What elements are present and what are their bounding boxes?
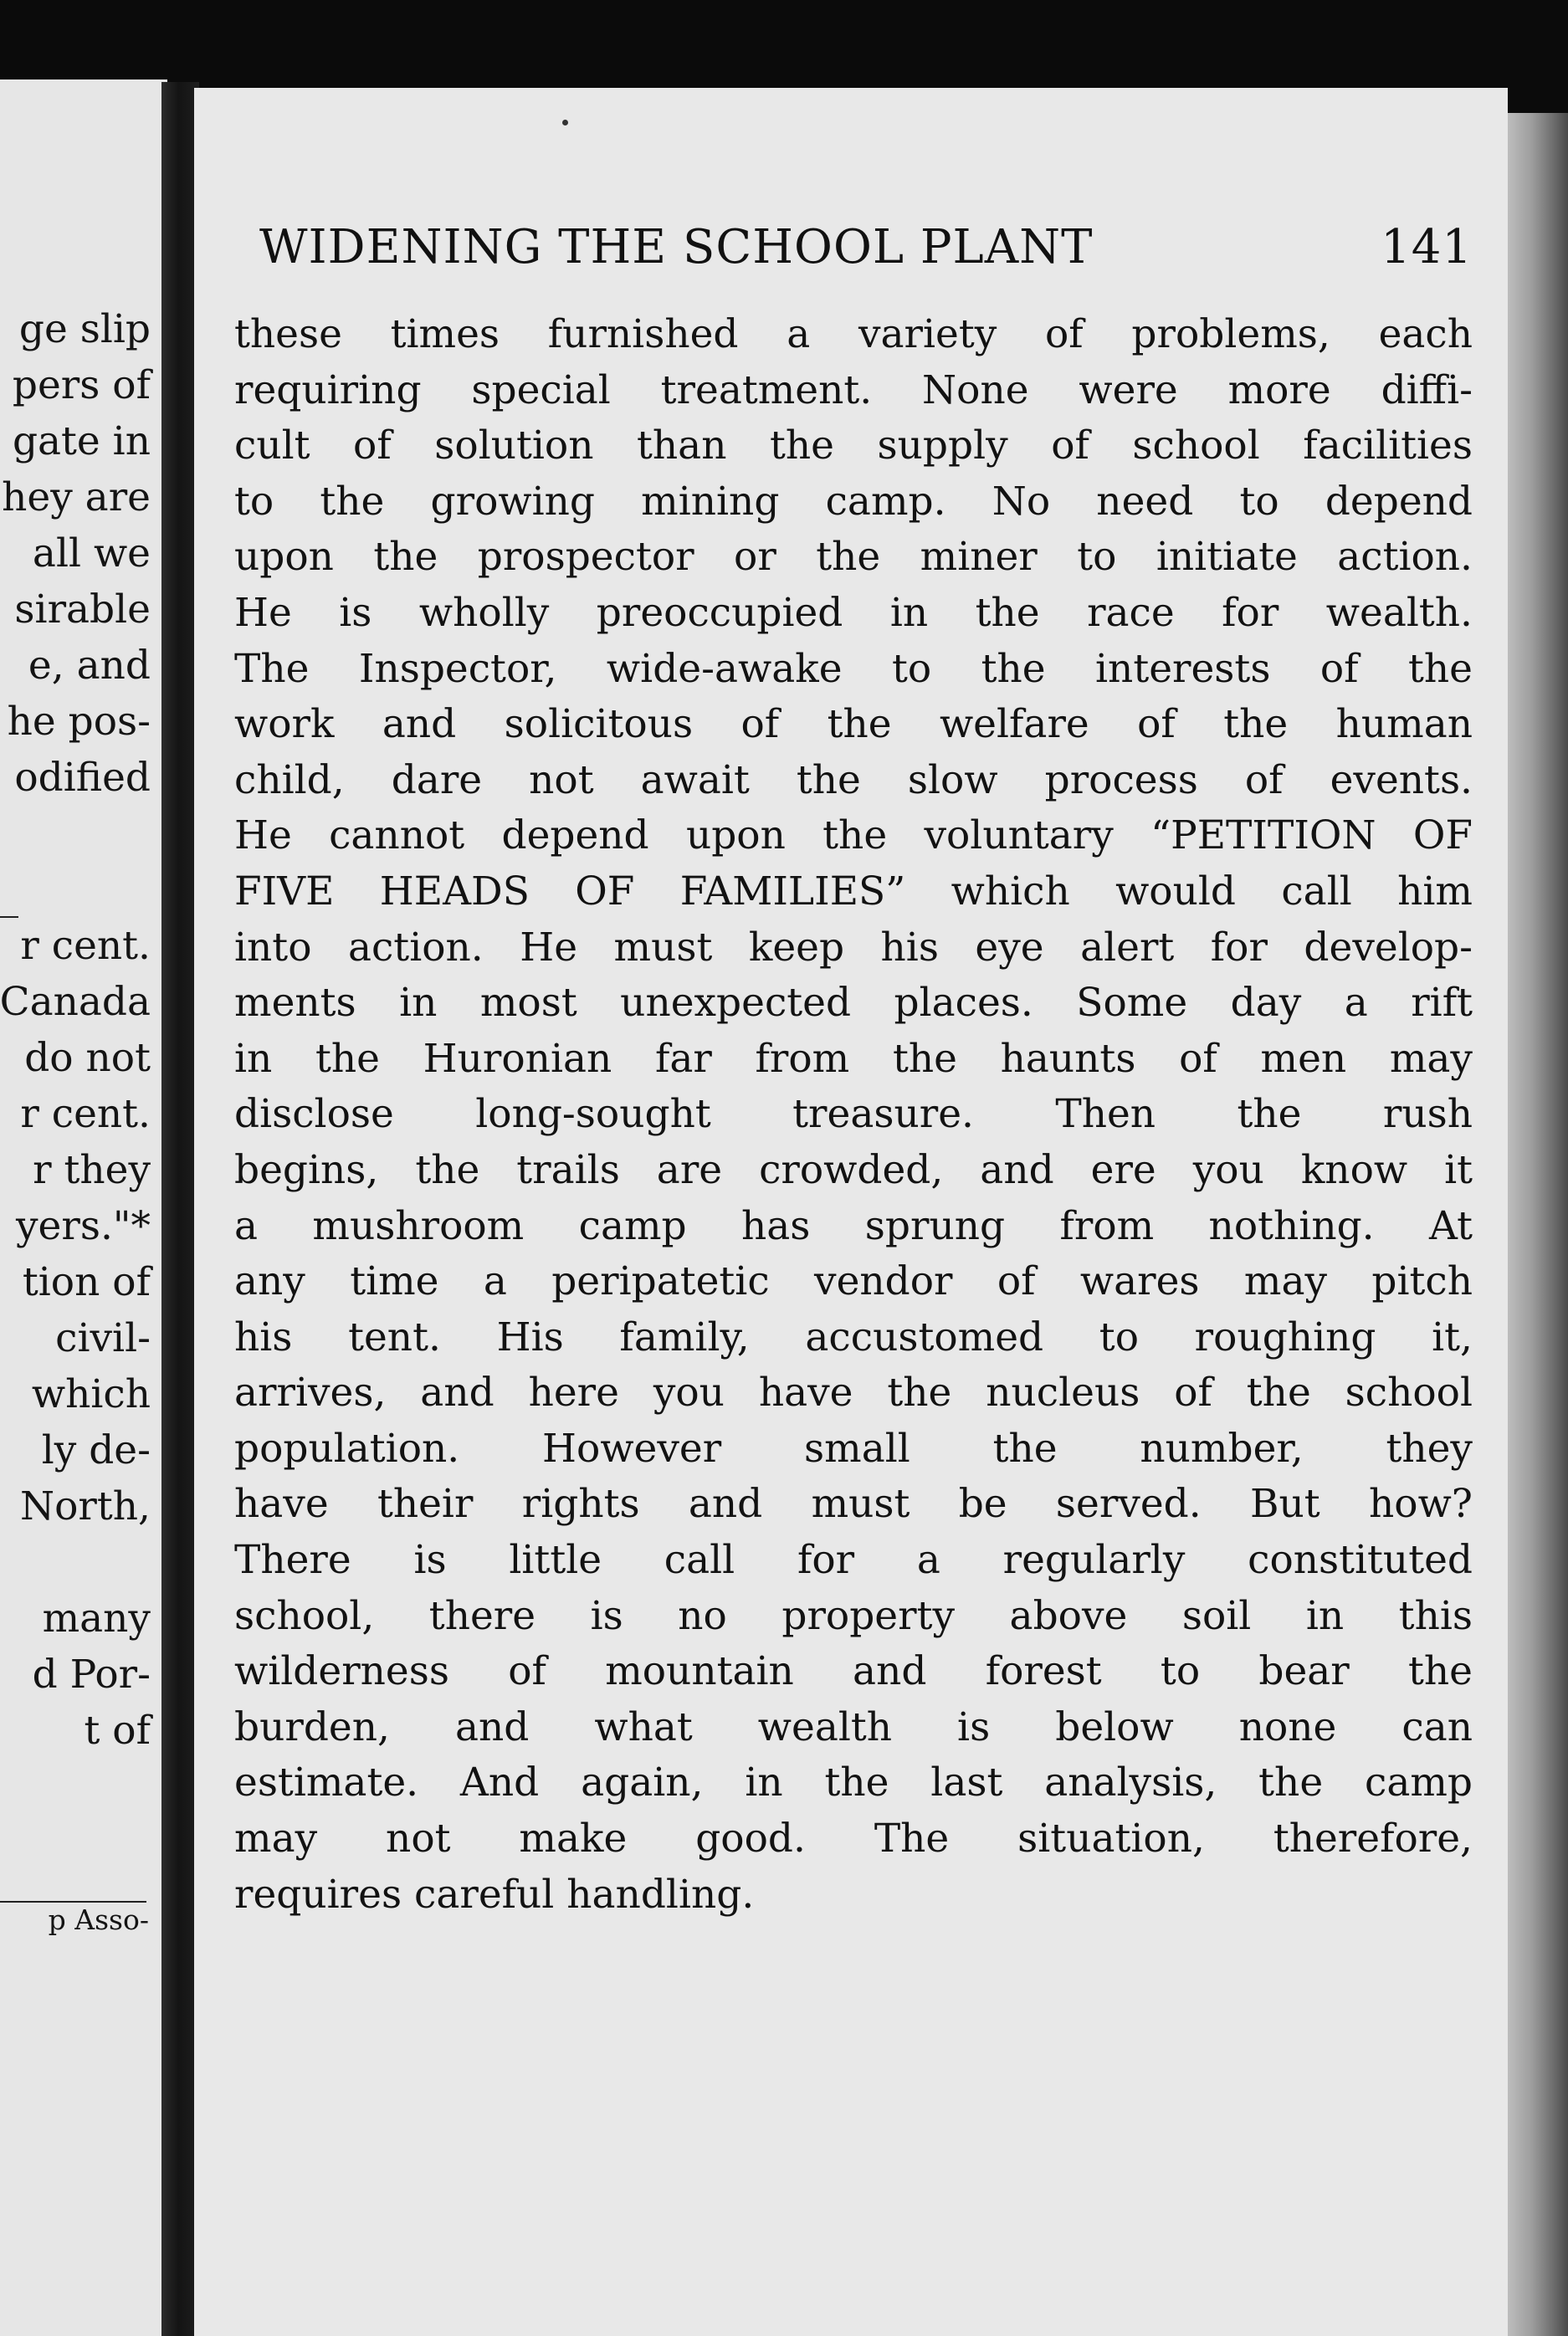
text-line: There is little call for a regularly constituted — [234, 1537, 1473, 1584]
previous-page-line — [0, 806, 151, 862]
text-line: wilderness of mountain and forest to bear the — [234, 1648, 1473, 1695]
previous-page-line: he pos- — [7, 699, 151, 745]
previous-page-line: ly de- — [41, 1427, 151, 1473]
text-line: requires careful handling. — [234, 1871, 755, 1918]
text-line: any time a peripatetic vendor of wares may pitch — [234, 1258, 1473, 1305]
text-line: disclose long-sought treasure. Then the rush — [234, 1091, 1473, 1138]
text-line: have their rights and must be served. But how? — [234, 1481, 1473, 1528]
text-line: child, dare not await the slow process of events. — [234, 756, 1473, 803]
previous-page-line: pers of — [12, 362, 151, 408]
text-line: arrives, and here you have the nucleus of the school — [234, 1370, 1473, 1416]
previous-page-line: r cent. — [20, 1091, 151, 1137]
text-line: requiring special treatment. None were more diffi- — [234, 366, 1473, 413]
page-edge — [1508, 113, 1568, 2336]
running-head: WIDENING THE SCHOOL PLANT — [259, 220, 1094, 274]
text-line: The Inspector, wide-awake to the interests of the — [234, 645, 1473, 692]
previous-page-line: e, and — [28, 643, 151, 689]
previous-page-line: r they — [33, 1147, 151, 1193]
footnote-rule — [0, 1901, 146, 1903]
book-page — [194, 88, 1508, 2336]
text-line: his tent. His family, accustomed to roughing it, — [234, 1314, 1473, 1360]
previous-page-line: tion of — [22, 1259, 151, 1305]
previous-page-line: hey are — [2, 474, 151, 520]
text-line: begins, the trails are crowded, and ere you know it — [234, 1146, 1473, 1193]
previous-page-line: sirable — [14, 587, 151, 633]
previous-page-fragment — [0, 79, 167, 2336]
text-line: He cannot depend upon the voluntary “PETITION OF — [234, 812, 1473, 859]
previous-page-line — [0, 1534, 151, 1591]
page-number: 141 — [1381, 220, 1473, 274]
text-line: may not make good. The situation, therefore, — [234, 1816, 1473, 1862]
text-line: to the growing mining camp. No need to depend — [234, 478, 1473, 525]
previous-page-line — [0, 862, 151, 918]
body-text — [234, 307, 1473, 1923]
text-line: estimate. And again, in the last analysis, the camp — [234, 1760, 1473, 1806]
previous-page-footnote: p Asso- — [48, 1903, 149, 1936]
text-line: FIVE HEADS OF FAMILIES” which would call him — [234, 868, 1473, 914]
text-line: a mushroom camp has sprung from nothing. At — [234, 1202, 1473, 1249]
previous-page-line: civil- — [55, 1315, 151, 1361]
previous-page-line: r cent. — [20, 923, 151, 969]
text-line: school, there is no property above soil in this — [234, 1592, 1473, 1639]
text-line: He is wholly preoccupied in the race for wealth. — [234, 589, 1473, 636]
text-line: upon the prospector or the miner to initiate action. — [234, 534, 1473, 581]
previous-page-line: gate in — [12, 418, 151, 464]
text-line: population. However small the number, they — [234, 1425, 1473, 1472]
previous-page-line: many — [42, 1596, 151, 1642]
previous-page-text — [0, 301, 151, 1759]
text-line: in the Huronian far from the haunts of men may — [234, 1035, 1473, 1082]
previous-page-line: yers."* — [15, 1203, 151, 1249]
text-line: burden, and what wealth is below none can — [234, 1703, 1473, 1750]
previous-page-line: d Por- — [32, 1652, 151, 1698]
previous-page-line: Canada — [0, 979, 151, 1025]
previous-page-line: all we — [32, 530, 151, 576]
previous-page-line: do not — [24, 1035, 151, 1081]
text-line: ments in most unexpected places. Some day a rift — [234, 980, 1473, 1027]
previous-page-line: odified — [14, 755, 151, 801]
scan-speck — [562, 120, 568, 126]
previous-page-line: ge slip — [18, 306, 151, 352]
text-line: these times furnished a variety of problems, each — [234, 311, 1473, 357]
text-line: work and solicitous of the welfare of the human — [234, 701, 1473, 748]
previous-page-line: which — [31, 1371, 151, 1417]
previous-page-line: t of — [84, 1708, 151, 1754]
previous-page-dash — [0, 916, 18, 918]
text-line: into action. He must keep his eye alert for develop- — [234, 924, 1473, 971]
text-line: cult of solution than the supply of school facilities — [234, 423, 1473, 469]
previous-page-line: North, — [20, 1483, 151, 1529]
